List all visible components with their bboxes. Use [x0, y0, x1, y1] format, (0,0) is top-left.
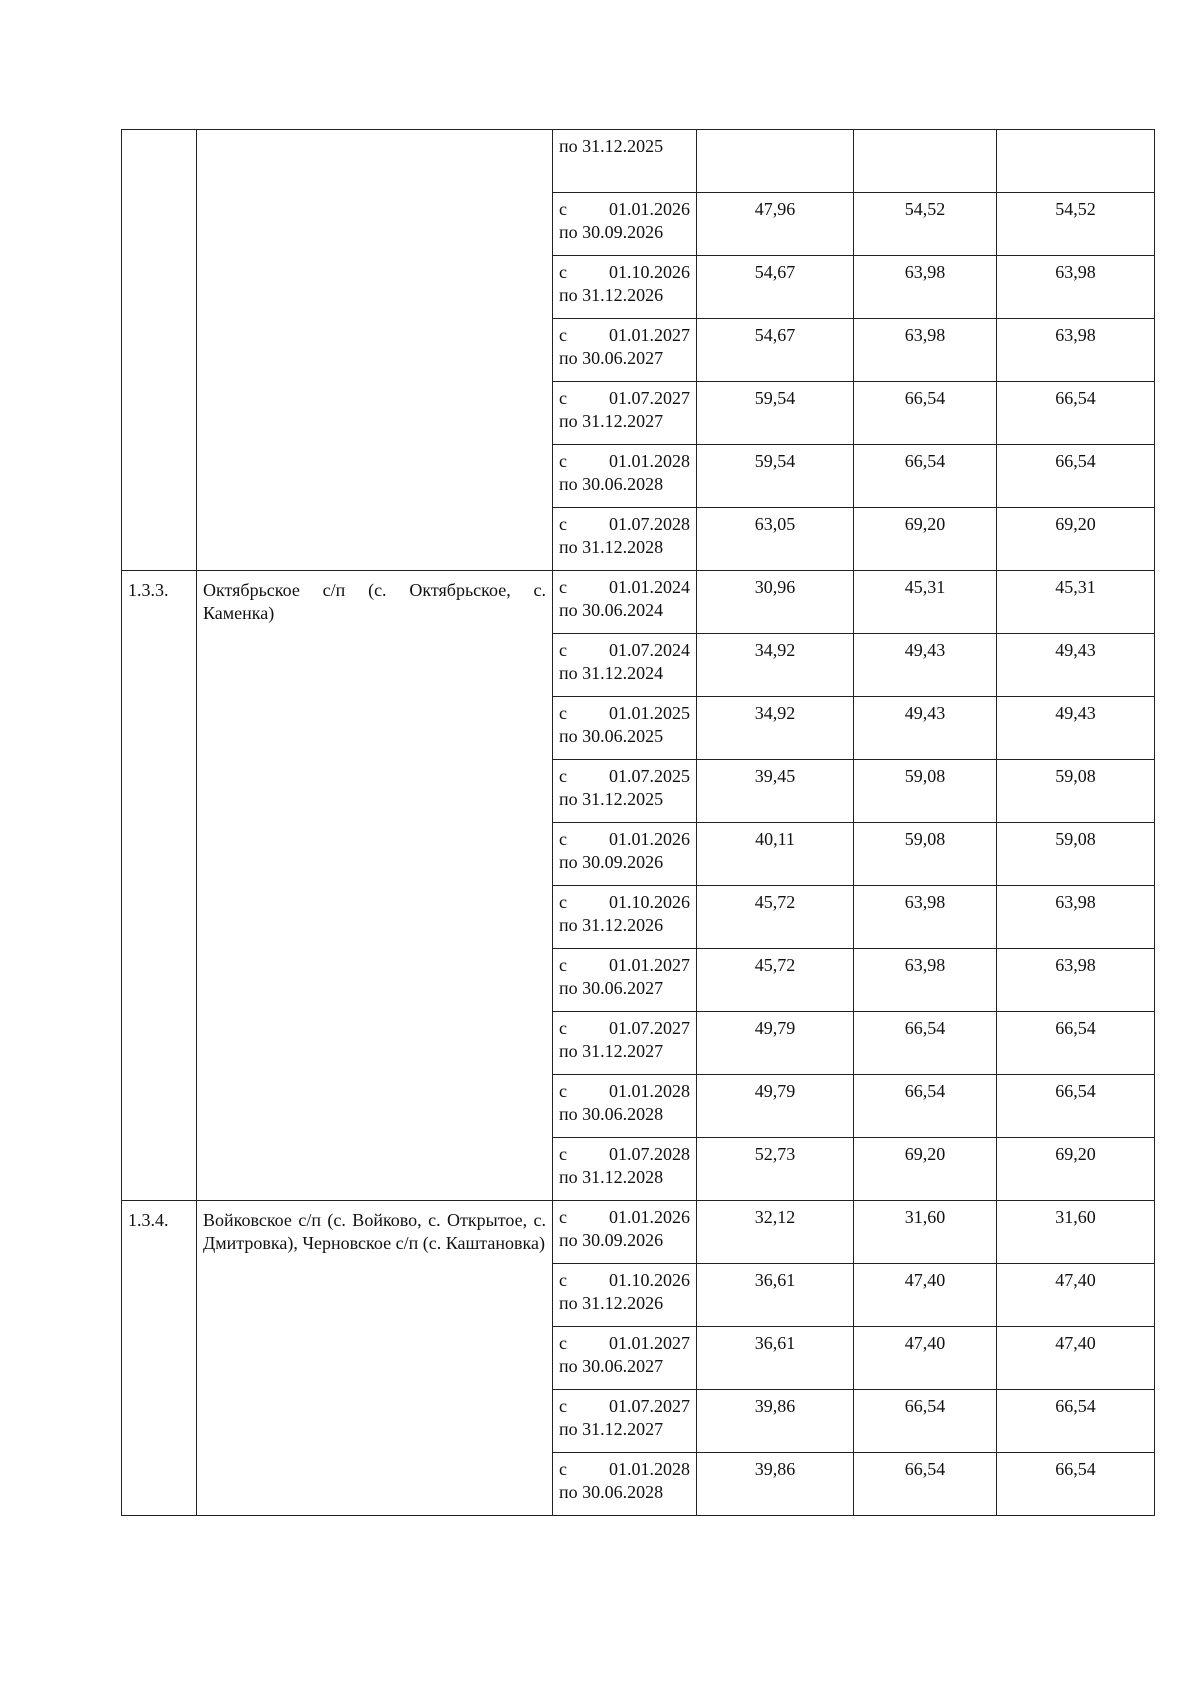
period-from-prefix: с [559, 388, 567, 408]
period-from-date: 01.07.2028 [609, 514, 690, 534]
value-cell-1: 47,96 [697, 193, 854, 256]
period-from-date: 01.01.2028 [609, 451, 690, 471]
value-cell-3: 31,60 [997, 1201, 1155, 1264]
period-end: по 31.12.2027 [559, 1419, 664, 1439]
value-cell-3 [997, 130, 1155, 193]
settlement-name-cell [197, 130, 553, 571]
period-cell [553, 1075, 697, 1138]
period-from-prefix: с [559, 1144, 567, 1164]
period-from-prefix: с [559, 577, 567, 597]
value-cell-1: 63,05 [697, 508, 854, 571]
period-cell [553, 1138, 697, 1201]
value-cell-2: 66,54 [854, 1075, 997, 1138]
table-row [122, 130, 1155, 193]
period-from-date: 01.01.2025 [609, 703, 690, 723]
value-cell-3: 69,20 [997, 508, 1155, 571]
period-from-prefix: с [559, 1459, 567, 1479]
value-cell-3: 47,40 [997, 1327, 1155, 1390]
period-start [559, 261, 690, 284]
value-cell-2: 49,43 [854, 634, 997, 697]
value-cell-3: 66,54 [997, 1075, 1155, 1138]
period-end: по 31.12.2026 [559, 915, 664, 935]
value-cell-2: 66,54 [854, 1012, 997, 1075]
period-from-date: 01.01.2026 [609, 829, 690, 849]
period-from-date: 01.01.2027 [609, 325, 690, 345]
value-cell-3: 66,54 [997, 1390, 1155, 1453]
value-cell-2: 66,54 [854, 1453, 997, 1516]
period-end: по 30.06.2027 [559, 1356, 664, 1376]
period-from-date: 01.01.2024 [609, 577, 690, 597]
value-cell-2: 63,98 [854, 886, 997, 949]
value-cell-3: 63,98 [997, 949, 1155, 1012]
period-end: по 30.09.2026 [559, 222, 664, 242]
period-from-prefix: с [559, 1396, 567, 1416]
period-start [559, 954, 690, 977]
period-from-date: 01.01.2028 [609, 1459, 690, 1479]
value-cell-2: 31,60 [854, 1201, 997, 1264]
value-cell-2: 59,08 [854, 760, 997, 823]
period-end: по 31.12.2028 [559, 537, 664, 557]
value-cell-1 [697, 130, 854, 193]
period-start [559, 639, 690, 662]
value-cell-3: 66,54 [997, 1453, 1155, 1516]
value-cell-2: 63,98 [854, 256, 997, 319]
value-cell-1: 34,92 [697, 634, 854, 697]
period-cell [553, 1201, 697, 1264]
period-from-date: 01.01.2028 [609, 1081, 690, 1101]
value-cell-3: 54,52 [997, 193, 1155, 256]
period-cell [553, 697, 697, 760]
period-from-date: 01.01.2026 [609, 199, 690, 219]
period-start [559, 198, 690, 221]
value-cell-2: 66,54 [854, 445, 997, 508]
period-cell [553, 634, 697, 697]
tariff-table [121, 129, 1155, 1516]
period-from-prefix: с [559, 766, 567, 786]
value-cell-3: 49,43 [997, 634, 1155, 697]
period-cell [553, 1327, 697, 1390]
period-cell [553, 319, 697, 382]
row-index-cell: 1.3.4. [122, 1201, 197, 1516]
period-from-prefix: с [559, 1333, 567, 1353]
period-from-date: 01.07.2028 [609, 1144, 690, 1164]
row-index-cell: 1.3.3. [122, 571, 197, 1201]
value-cell-1: 54,67 [697, 319, 854, 382]
period-from-prefix: с [559, 514, 567, 534]
value-cell-1: 59,54 [697, 382, 854, 445]
period-from-prefix: с [559, 640, 567, 660]
period-end: по 30.09.2026 [559, 852, 664, 872]
period-end: по 31.12.2027 [559, 411, 664, 431]
period-end: по 30.06.2027 [559, 348, 664, 368]
period-start [559, 702, 690, 725]
value-cell-1: 54,67 [697, 256, 854, 319]
period-end: по 31.12.2025 [559, 136, 664, 156]
period-end: по 30.06.2027 [559, 978, 664, 998]
period-start [559, 1395, 690, 1418]
period-from-prefix: с [559, 1207, 567, 1227]
period-start [559, 1332, 690, 1355]
tariff-table-body [122, 130, 1155, 1516]
period-from-date: 01.07.2027 [609, 388, 690, 408]
period-end: по 31.12.2026 [559, 1293, 664, 1313]
value-cell-3: 47,40 [997, 1264, 1155, 1327]
settlement-name-cell: Октябрьское с/п (с. Октябрьское, с. Каменка) [197, 571, 553, 1201]
period-end: по 30.09.2026 [559, 1230, 664, 1250]
period-cell [553, 256, 697, 319]
period-cell [553, 571, 697, 634]
period-from-prefix: с [559, 1270, 567, 1290]
period-end: по 30.06.2025 [559, 726, 664, 746]
value-cell-1: 30,96 [697, 571, 854, 634]
value-cell-1: 39,86 [697, 1390, 854, 1453]
value-cell-1: 40,11 [697, 823, 854, 886]
value-cell-1: 49,79 [697, 1012, 854, 1075]
period-cell [553, 760, 697, 823]
period-from-prefix: с [559, 955, 567, 975]
period-from-date: 01.01.2027 [609, 1333, 690, 1353]
value-cell-2: 47,40 [854, 1327, 997, 1390]
period-start [559, 1143, 690, 1166]
period-end: по 30.06.2028 [559, 474, 664, 494]
period-start [559, 450, 690, 473]
period-from-date: 01.10.2026 [609, 892, 690, 912]
period-start [559, 1017, 690, 1040]
value-cell-2: 47,40 [854, 1264, 997, 1327]
period-from-prefix: с [559, 262, 567, 282]
period-cell [553, 823, 697, 886]
period-end: по 31.12.2028 [559, 1167, 664, 1187]
period-end: по 30.06.2028 [559, 1482, 664, 1502]
value-cell-1: 52,73 [697, 1138, 854, 1201]
value-cell-2: 66,54 [854, 382, 997, 445]
value-cell-2: 63,98 [854, 949, 997, 1012]
period-cell [553, 445, 697, 508]
value-cell-3: 45,31 [997, 571, 1155, 634]
period-end: по 31.12.2026 [559, 285, 664, 305]
period-from-prefix: с [559, 325, 567, 345]
period-from-prefix: с [559, 703, 567, 723]
period-from-date: 01.07.2024 [609, 640, 690, 660]
period-end: по 31.12.2025 [559, 789, 664, 809]
table-row [122, 1201, 1155, 1264]
value-cell-1: 59,54 [697, 445, 854, 508]
value-cell-1: 45,72 [697, 949, 854, 1012]
period-cell [553, 1390, 697, 1453]
value-cell-2 [854, 130, 997, 193]
table-row [122, 571, 1155, 634]
value-cell-3: 66,54 [997, 445, 1155, 508]
period-start [559, 1080, 690, 1103]
value-cell-3: 63,98 [997, 886, 1155, 949]
period-from-date: 01.07.2027 [609, 1018, 690, 1038]
period-from-date: 01.01.2027 [609, 955, 690, 975]
value-cell-1: 32,12 [697, 1201, 854, 1264]
value-cell-1: 36,61 [697, 1264, 854, 1327]
value-cell-2: 59,08 [854, 823, 997, 886]
period-cell [553, 1264, 697, 1327]
period-start [559, 1206, 690, 1229]
value-cell-1: 39,86 [697, 1453, 854, 1516]
value-cell-1: 34,92 [697, 697, 854, 760]
period-from-prefix: с [559, 1018, 567, 1038]
value-cell-1: 39,45 [697, 760, 854, 823]
period-start [559, 765, 690, 788]
value-cell-3: 49,43 [997, 697, 1155, 760]
value-cell-3: 69,20 [997, 1138, 1155, 1201]
value-cell-2: 63,98 [854, 319, 997, 382]
period-start [559, 1269, 690, 1292]
period-start [559, 891, 690, 914]
value-cell-3: 63,98 [997, 319, 1155, 382]
period-start [559, 324, 690, 347]
period-start [559, 576, 690, 599]
value-cell-3: 59,08 [997, 823, 1155, 886]
period-start [559, 513, 690, 536]
period-from-prefix: с [559, 199, 567, 219]
value-cell-1: 49,79 [697, 1075, 854, 1138]
value-cell-1: 36,61 [697, 1327, 854, 1390]
settlement-name-cell: Войковское с/п (с. Войково, с. Открытое, с. Дмитровка), Черновское с/п (с. Каштановка) [197, 1201, 553, 1516]
row-index-cell [122, 130, 197, 571]
period-cell [553, 949, 697, 1012]
value-cell-2: 45,31 [854, 571, 997, 634]
period-cell [553, 382, 697, 445]
period-cell [553, 1012, 697, 1075]
value-cell-2: 69,20 [854, 508, 997, 571]
value-cell-2: 66,54 [854, 1390, 997, 1453]
value-cell-3: 63,98 [997, 256, 1155, 319]
period-from-prefix: с [559, 892, 567, 912]
period-cell [553, 130, 697, 193]
period-start [559, 387, 690, 410]
period-cell [553, 508, 697, 571]
value-cell-2: 49,43 [854, 697, 997, 760]
value-cell-2: 54,52 [854, 193, 997, 256]
period-start [559, 828, 690, 851]
period-end: по 31.12.2027 [559, 1041, 664, 1061]
period-end: по 30.06.2024 [559, 600, 664, 620]
period-from-date: 01.07.2025 [609, 766, 690, 786]
period-from-prefix: с [559, 451, 567, 471]
period-end: по 30.06.2028 [559, 1104, 664, 1124]
period-start [559, 1458, 690, 1481]
value-cell-2: 69,20 [854, 1138, 997, 1201]
period-from-date: 01.07.2027 [609, 1396, 690, 1416]
period-cell [553, 1453, 697, 1516]
period-from-date: 01.01.2026 [609, 1207, 690, 1227]
value-cell-3: 59,08 [997, 760, 1155, 823]
value-cell-1: 45,72 [697, 886, 854, 949]
period-from-prefix: с [559, 829, 567, 849]
period-from-date: 01.10.2026 [609, 262, 690, 282]
value-cell-3: 66,54 [997, 382, 1155, 445]
period-cell [553, 886, 697, 949]
period-from-prefix: с [559, 1081, 567, 1101]
period-from-date: 01.10.2026 [609, 1270, 690, 1290]
period-cell [553, 193, 697, 256]
value-cell-3: 66,54 [997, 1012, 1155, 1075]
period-end: по 31.12.2024 [559, 663, 664, 683]
